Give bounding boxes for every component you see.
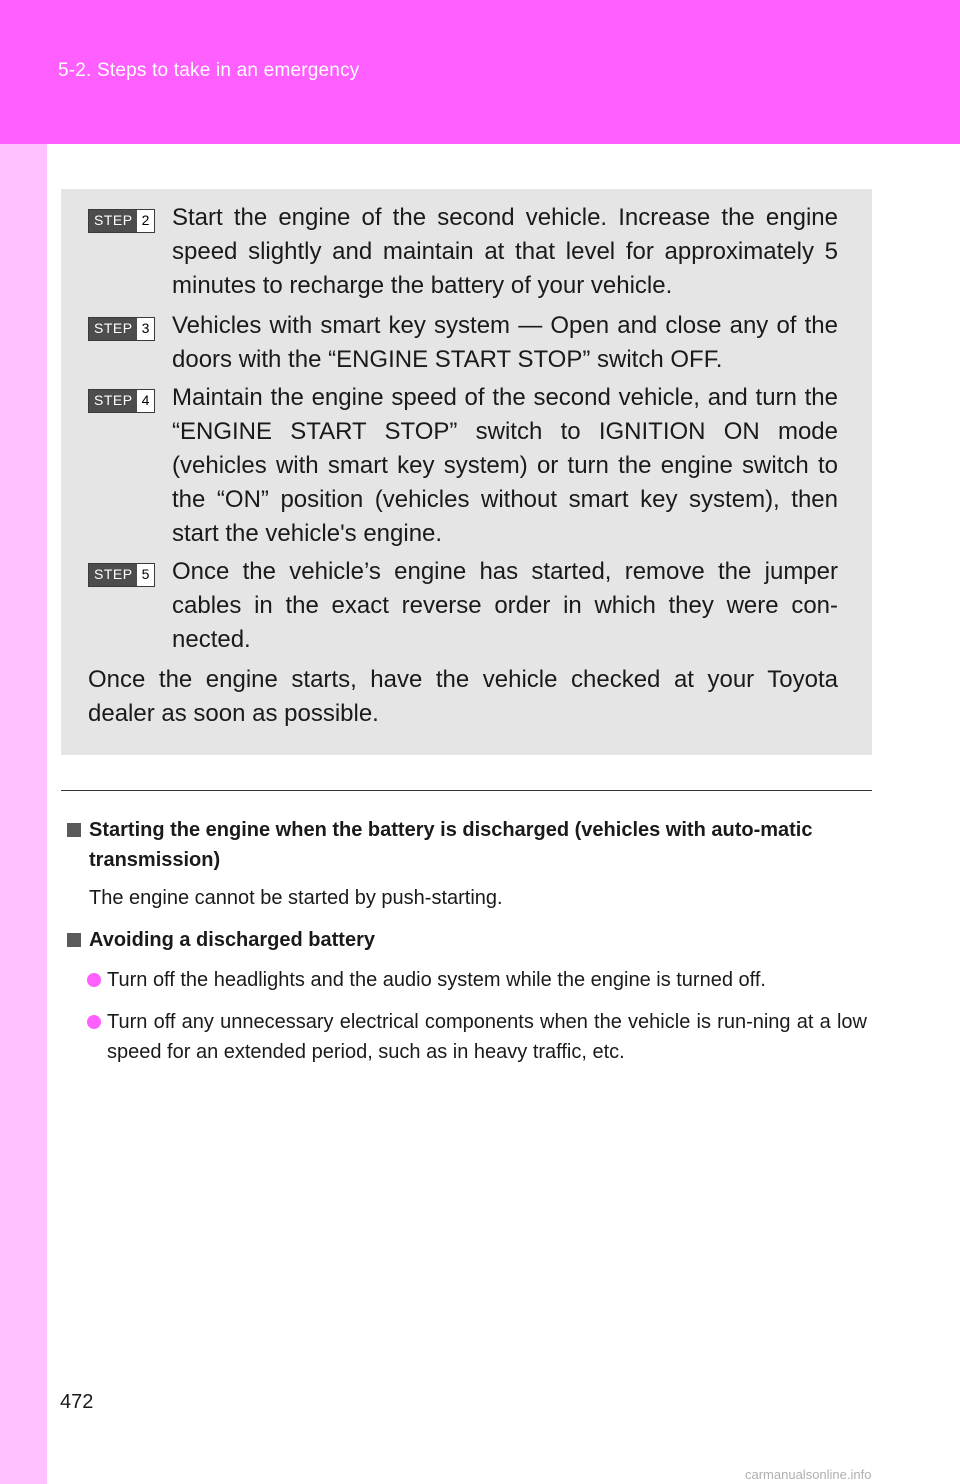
box-note: Once the engine starts, have the vehicle checked at your Toyota dealer as soon as possible. xyxy=(88,666,838,727)
step-badge-word: STEP xyxy=(89,390,137,412)
list-item xyxy=(67,965,867,995)
step-2 xyxy=(88,201,838,303)
step-text: Vehicles with smart key system — Open and close any of the doors with the “ENGINE START STOP” switch OFF. xyxy=(172,312,838,373)
left-margin-strip xyxy=(0,144,47,1484)
step-badge xyxy=(88,389,155,413)
note-body: The engine cannot be started by push-starting. xyxy=(89,887,503,909)
step-badge-word: STEP xyxy=(89,210,137,232)
step-badge-number: 2 xyxy=(137,210,155,232)
header-band xyxy=(0,0,960,144)
step-badge-number: 3 xyxy=(137,318,155,340)
step-badge xyxy=(88,209,155,233)
step-3 xyxy=(88,309,838,377)
step-4 xyxy=(88,381,838,551)
notes-section xyxy=(67,815,867,1079)
step-badge-number: 5 xyxy=(137,564,155,586)
divider-rule xyxy=(61,790,872,791)
circle-bullet-icon xyxy=(87,1015,101,1029)
step-badge-word: STEP xyxy=(89,564,137,586)
step-badge xyxy=(88,317,155,341)
step-text: Maintain the engine speed of the second vehicle, and turn the “ENGINE START STOP” switch to IGNITION ON mode (vehicles with smart key system) or turn the engine switch to the “ON” position (vehicles without smart key system), then start the vehicle's engine. xyxy=(172,384,838,547)
steps-box xyxy=(61,189,872,755)
note-heading xyxy=(67,925,867,955)
square-bullet-icon xyxy=(67,933,81,947)
page-number: 472 xyxy=(60,1391,94,1413)
watermark: carmanualsonline.info xyxy=(745,1467,872,1482)
bullet-text: Turn off any unnecessary electrical components when the vehicle is run-ning at a low speed for an extended period, such as in heavy traffic, etc. xyxy=(107,1011,867,1063)
list-item xyxy=(67,1007,867,1067)
step-badge-word: STEP xyxy=(89,318,137,340)
step-text: Once the vehicle’s engine has started, remove the jumper cables in the exact reverse order in which they were con-nected. xyxy=(172,558,838,653)
note-heading xyxy=(67,815,867,875)
note-heading-text: Starting the engine when the battery is discharged (vehicles with auto-matic transmission) xyxy=(89,819,813,871)
circle-bullet-icon xyxy=(87,973,101,987)
step-5 xyxy=(88,555,838,657)
step-badge-number: 4 xyxy=(137,390,155,412)
step-text: Start the engine of the second vehicle. Increase the engine speed slightly and maintain at that level for approximately 5 minutes to recharge the battery of your vehicle. xyxy=(172,204,838,299)
bullet-text: Turn off the headlights and the audio system while the engine is turned off. xyxy=(107,969,766,991)
step-badge xyxy=(88,563,155,587)
note-heading-text: Avoiding a discharged battery xyxy=(89,929,375,951)
section-title: 5-2. Steps to take in an emergency xyxy=(58,60,360,81)
square-bullet-icon xyxy=(67,823,81,837)
